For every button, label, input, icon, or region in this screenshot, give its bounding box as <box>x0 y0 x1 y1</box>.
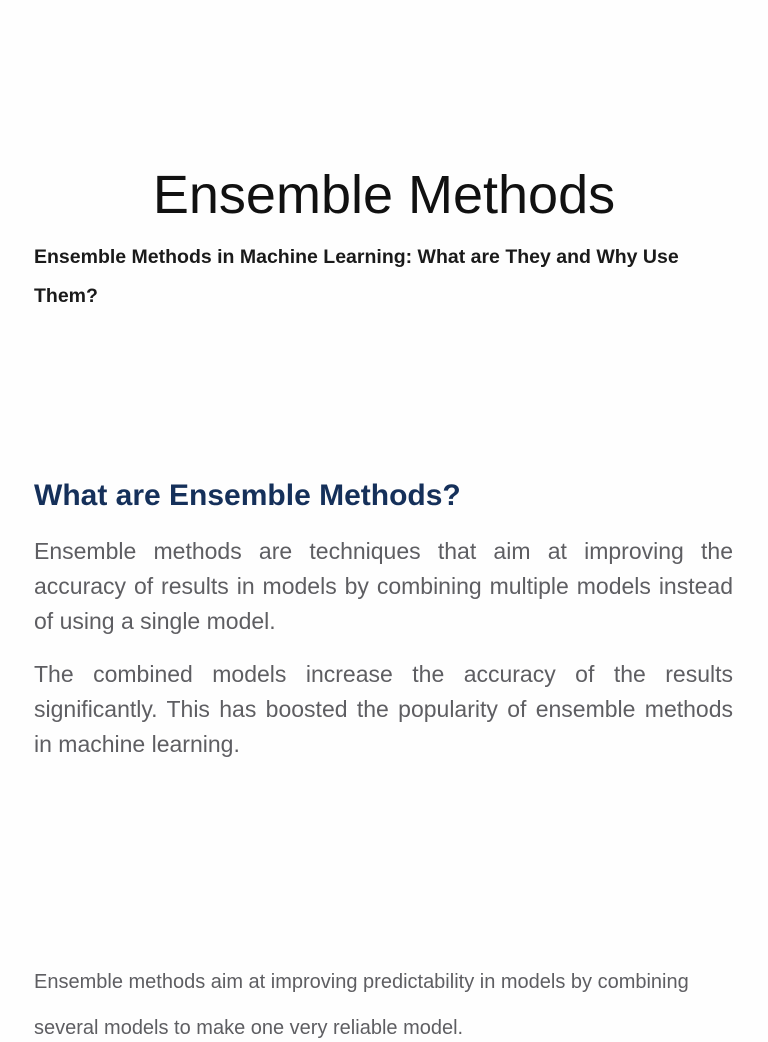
section-heading: What are Ensemble Methods? <box>34 479 461 512</box>
document-subtitle: Ensemble Methods in Machine Learning: What are They and Why Use Them? <box>34 246 679 307</box>
document-title: Ensemble Methods <box>152 165 616 225</box>
paragraph-intro: Ensemble methods are techniques that aim at improving the accuracy of results in models by combining multiple models instead of using a single model. <box>34 538 733 634</box>
footer-continuation: several models to make one very reliable model. <box>34 1017 464 1039</box>
footer-text: Ensemble methods aim at improving predictability in models by combining <box>34 971 689 993</box>
paragraph-popularity: The combined models increase the accuracy of the results significantly. This has boosted the popularity of ensemble methods in machine learning. <box>34 661 733 757</box>
